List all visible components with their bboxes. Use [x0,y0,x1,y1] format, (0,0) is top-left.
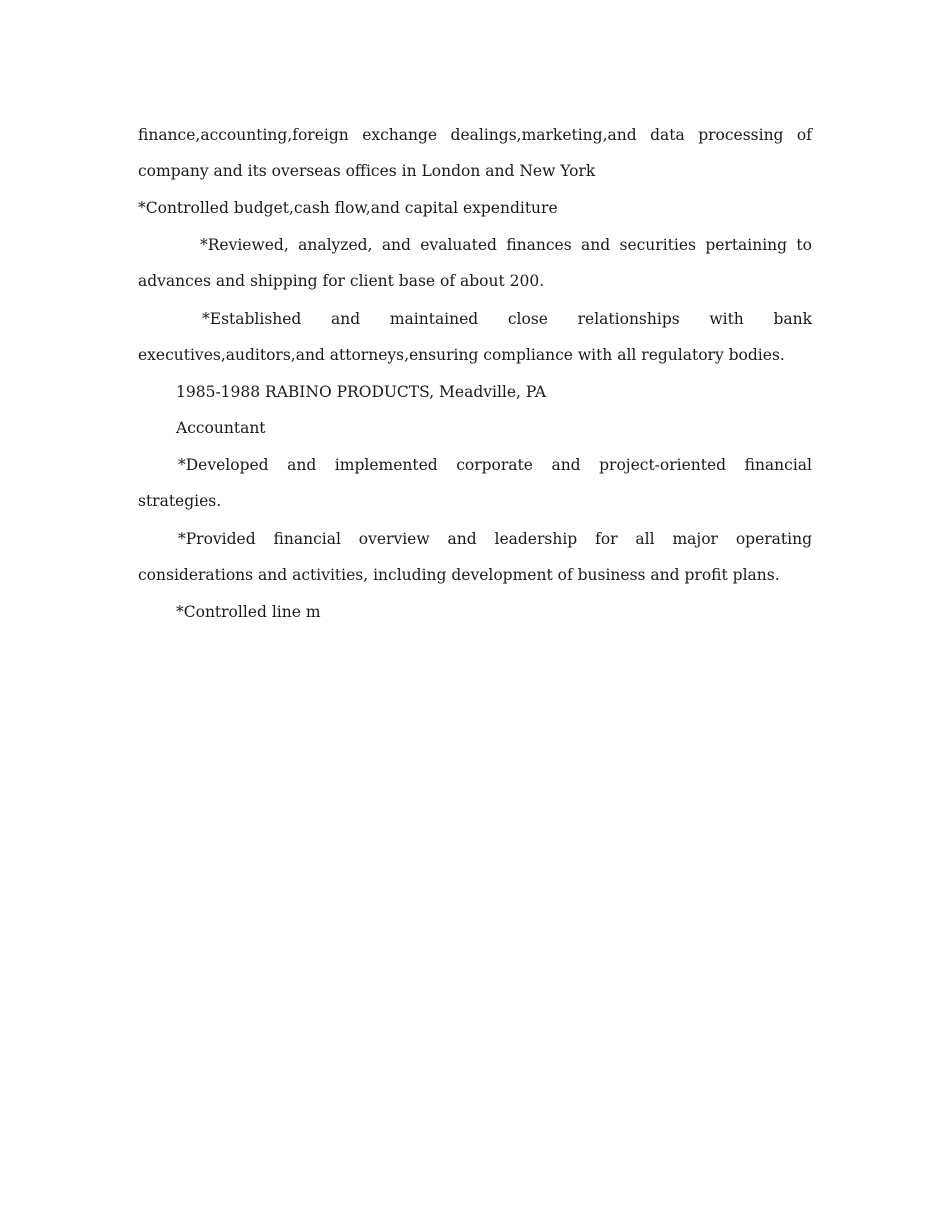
paragraph-established-relationships: *Established and maintained close relationships with bank executives,auditors,and attorneys,ensuring compliance with all regulatory bodies. [138,310,812,364]
paragraph-reviewed-analyzed: *Reviewed, analyzed, and evaluated finances and securities pertaining to advances and shipping for client base of about 200. [138,236,812,290]
paragraph-employment-heading: 1985-1988 RABINO PRODUCTS, Meadville, PA [176,383,547,401]
paragraph-developed-strategies: *Developed and implemented corporate and project-oriented financial strategies. [138,456,812,510]
paragraph-job-title: Accountant [176,419,266,437]
paragraph-controlled-budget: *Controlled budget,cash flow,and capital expenditure [138,199,558,217]
paragraph-controlled-line: *Controlled line m [176,603,321,621]
paragraph-provided-overview: *Provided financial overview and leadership for all major operating considerations and activities, including development of business and profit plans. [138,530,812,584]
document-body [138,117,812,631]
paragraph-responsibilities-continued: finance,accounting,foreign exchange dealings,marketing,and data processing of company and its overseas offices in London and New York [138,126,812,180]
